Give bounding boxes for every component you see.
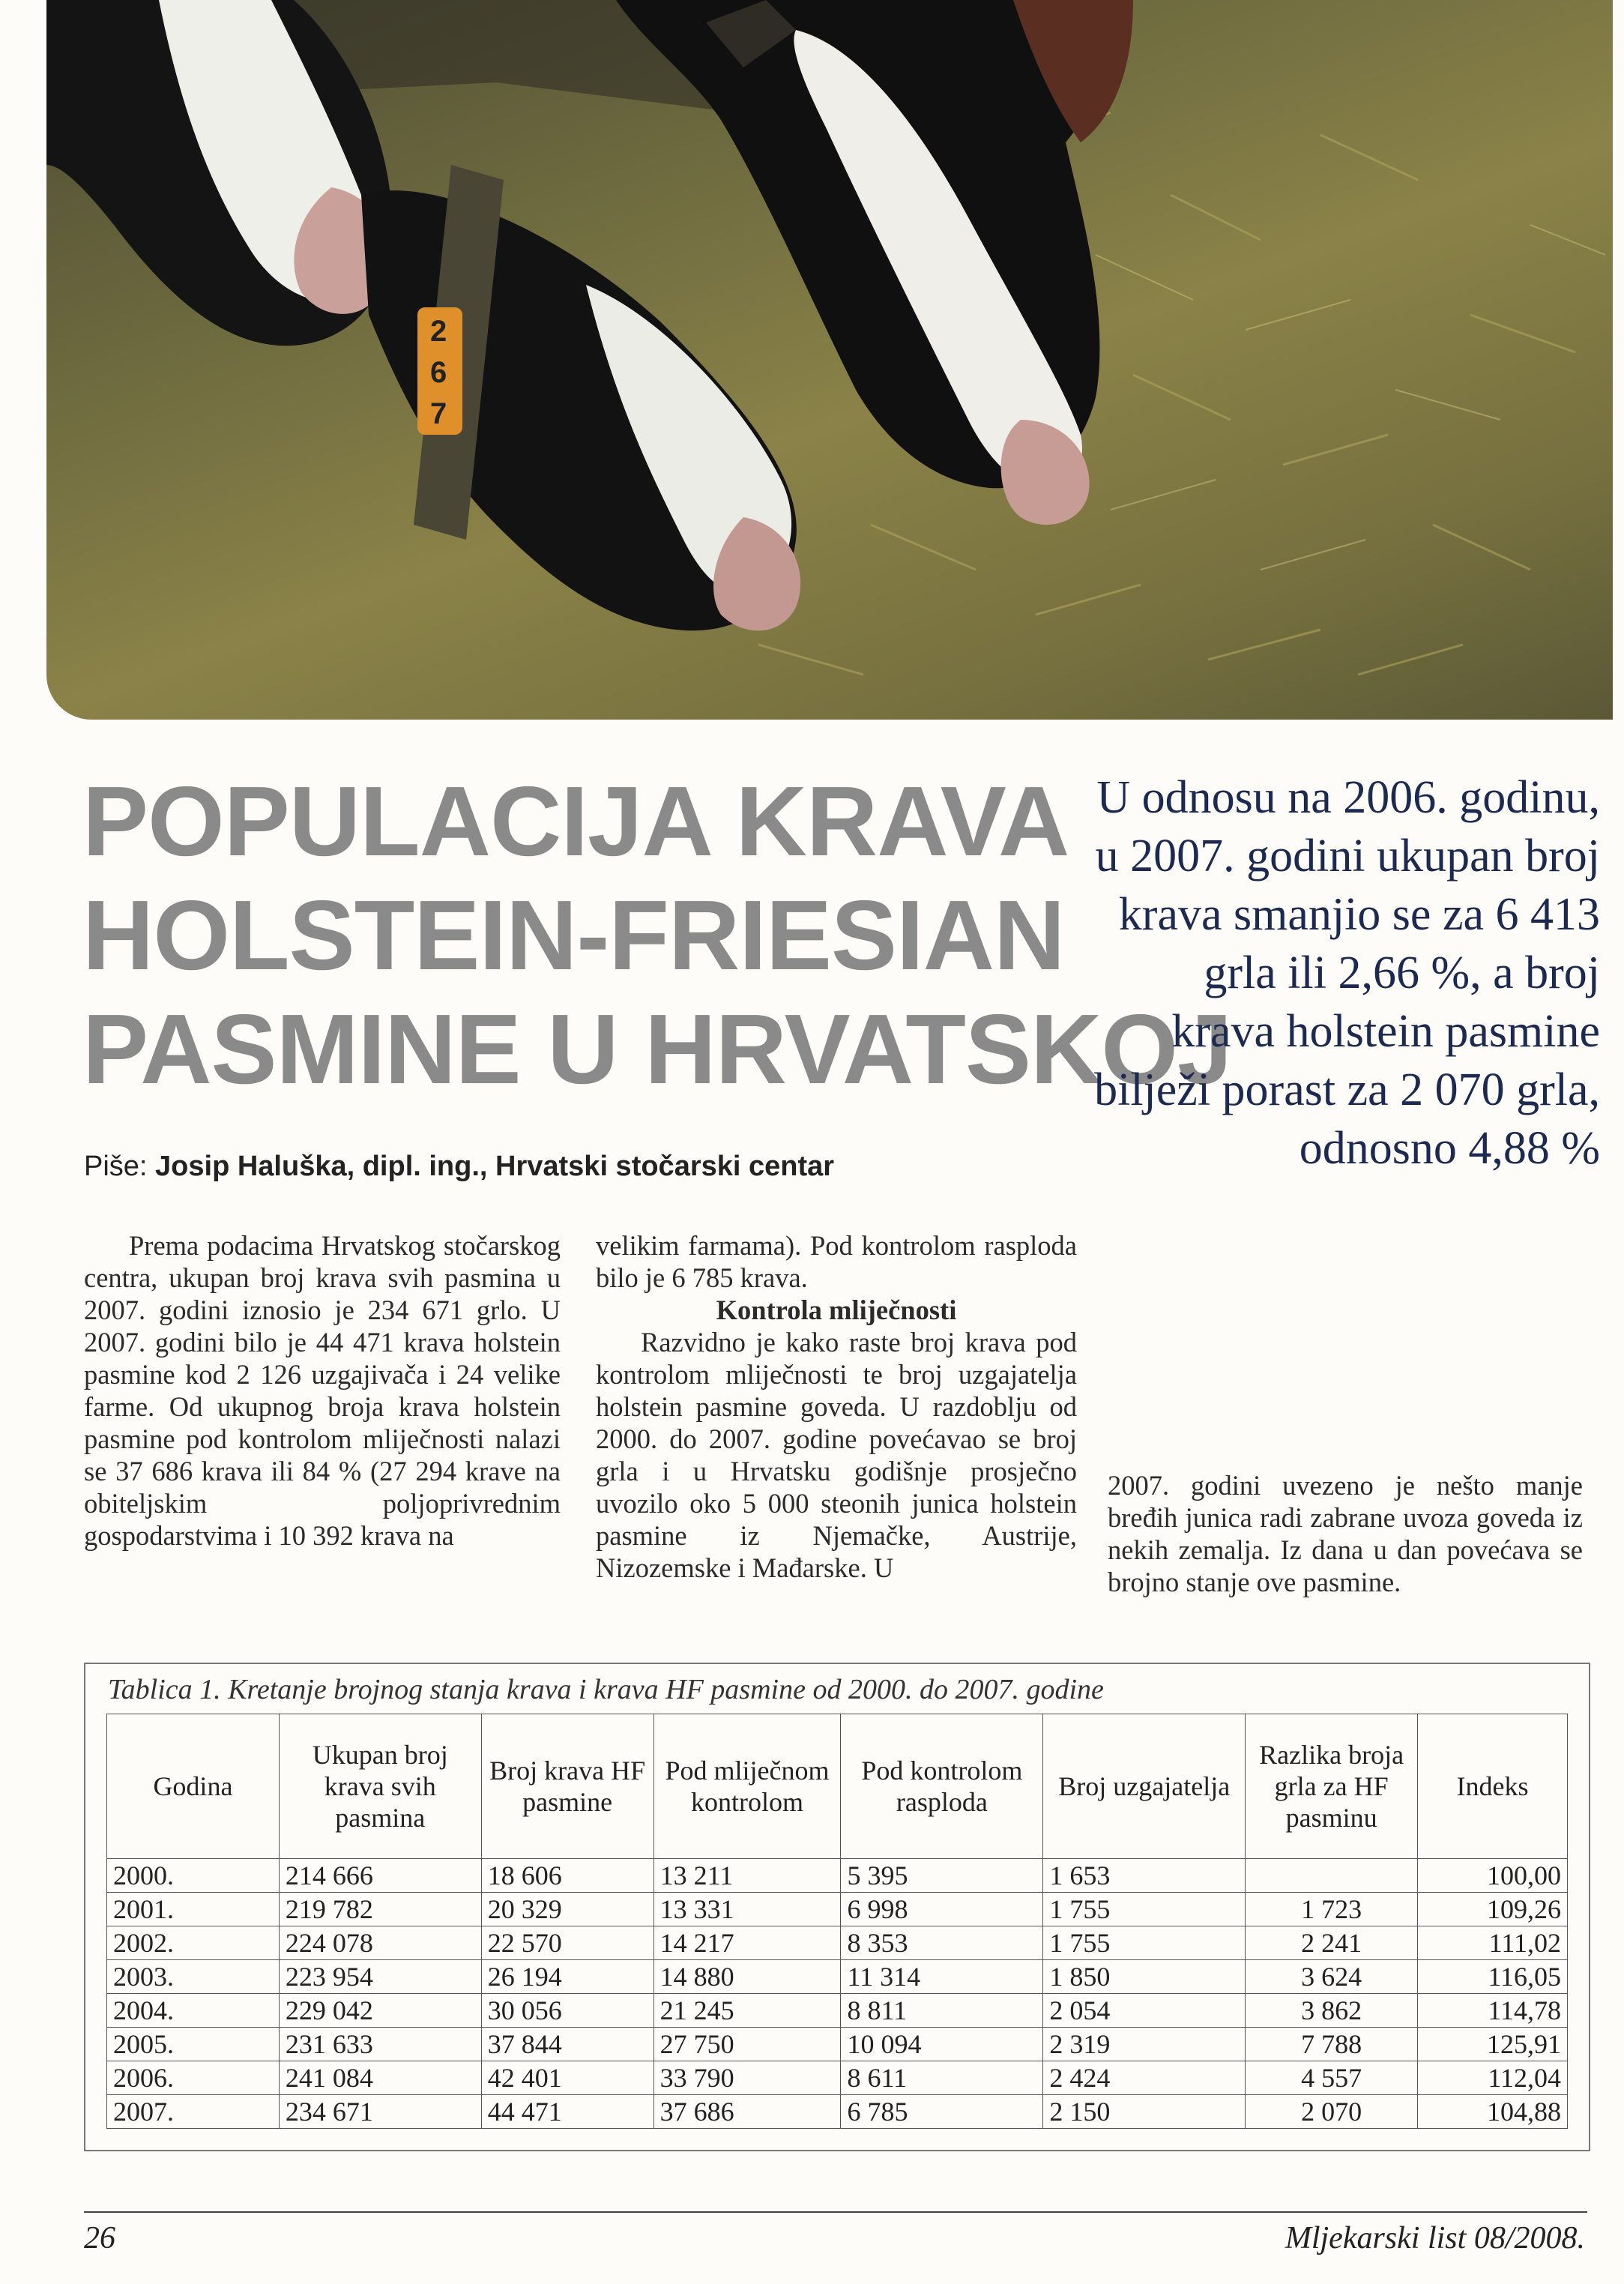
body-paragraph: Prema podacima Hrvatskog stočarskog centra, ukupan broj krava svih pasmina u 2007. godini iznosio je 234 671 grlo. U 2007. godini bilo je 44 471 krava holstein pasmine kod 2 126 uzgajivača i 24 velike farme. Od ukupnog broja krava holstein pasmine pod kontrolom mliječnosti nalazi se 37 686 krava ili 84 % (27 294 krave na obiteljskim poljoprivrednim gospodarstvima i 10 392 krava na	[84, 1230, 561, 1551]
table-cell: 112,04	[1418, 2061, 1568, 2095]
column-header: Pod mliječnom kontrolom	[653, 1714, 841, 1859]
table-cell: 26 194	[481, 1960, 653, 1994]
table-cell: 125,91	[1418, 2028, 1568, 2061]
table-cell: 111,02	[1418, 1926, 1568, 1960]
footer-divider	[84, 2211, 1587, 2213]
table-cell: 44 471	[481, 2095, 653, 2129]
table-cell: 229 042	[279, 1994, 481, 2028]
body-column-2	[596, 1229, 1077, 1584]
column-header: Ukupan broj krava svih pasmina	[279, 1714, 481, 1859]
pull-quote: U odnosu na 2006. godinu, u 2007. godini ukupan broj krava smanjio se za 6 413 grla ili 2,66 %, a broj krava holstein pasmine bilježi porast za 2 070 grla, odnosno 4,88 %	[1094, 772, 1600, 1174]
article-title	[82, 765, 1232, 1106]
table-cell: 18 606	[481, 1859, 653, 1893]
table-cell: 20 329	[481, 1893, 653, 1926]
table-cell: 14 217	[653, 1926, 841, 1960]
ear-tag-digit-1: 2	[430, 315, 447, 348]
byline-prefix: Piše:	[84, 1151, 156, 1182]
table-cell: 214 666	[279, 1859, 481, 1893]
table-cell: 2007.	[107, 2095, 280, 2129]
ear-tag-digit-3: 7	[430, 397, 447, 430]
body-paragraph: velikim farmama). Pod kontrolom rasploda bilo je 6 785 krava.	[596, 1230, 1077, 1293]
table-row	[107, 1994, 1568, 2028]
table-cell: 2001.	[107, 1893, 280, 1926]
table-cell: 1 723	[1246, 1893, 1418, 1926]
table-cell: 2 241	[1246, 1926, 1418, 1960]
journal-name: Mljekarski list 08/2008.	[1285, 2221, 1585, 2256]
table-cell: 241 084	[279, 2061, 481, 2095]
column-header: Razlika broja grla za HF pasminu	[1246, 1714, 1418, 1859]
table-row	[107, 1893, 1568, 1926]
body-paragraph: Razvidno je kako raste broj krava pod kontrolom mliječnosti te broj uzgajatelja holstein pasmine goveda. U razdoblju od 2000. do 2007. godine povećavao se broj grla i u Hrvatsku godišnje prosječno uvozilo oko 5 000 steonih junica holstein pasmine iz Njemačke, Austrije, Nizozemske i Mađarske. U	[596, 1327, 1077, 1583]
table-cell: 219 782	[279, 1893, 481, 1926]
body-paragraph: 2007. godini uvezeno je nešto manje bređih junica radi zabrane uvoza goveda iz nekih zemalja. Iz dana u dan povećava se brojno stanje ove pasmine.	[1108, 1470, 1583, 1597]
table-cell: 2 150	[1043, 2095, 1246, 2129]
table-cell: 104,88	[1418, 2095, 1568, 2129]
ear-tag-digit-2: 6	[430, 356, 447, 389]
body-column-3	[1108, 1469, 1583, 1598]
table-cell: 114,78	[1418, 1994, 1568, 2028]
table-row	[107, 2061, 1568, 2095]
table-cell: 6 785	[841, 2095, 1043, 2129]
table-cell: 8 811	[841, 1994, 1043, 2028]
table-header-row	[107, 1714, 1568, 1859]
table-cell: 2 319	[1043, 2028, 1246, 2061]
table-cell: 2 054	[1043, 1994, 1246, 2028]
table-cell: 231 633	[279, 2028, 481, 2061]
table-cell: 13 211	[653, 1859, 841, 1893]
table-row	[107, 2028, 1568, 2061]
table-cell: 1 653	[1043, 1859, 1246, 1893]
table-cell: 5 395	[841, 1859, 1043, 1893]
table-cell: 22 570	[481, 1926, 653, 1960]
table-cell	[1246, 1859, 1418, 1893]
title-line-1: POPULACIJA KRAVA	[82, 766, 1069, 876]
column-header: Broj uzgajatelja	[1043, 1714, 1246, 1859]
page-number: 26	[84, 2221, 115, 2256]
byline-author: Josip Haluška, dipl. ing., Hrvatski stočarski centar	[155, 1151, 835, 1182]
table-row	[107, 2095, 1568, 2129]
table-cell: 13 331	[653, 1893, 841, 1926]
byline	[84, 1151, 1081, 1183]
table-cell: 37 844	[481, 2028, 653, 2061]
table-cell: 27 750	[653, 2028, 841, 2061]
table-cell: 116,05	[1418, 1960, 1568, 1994]
table-cell: 224 078	[279, 1926, 481, 1960]
table-cell: 109,26	[1418, 1893, 1568, 1926]
table-cell: 8 611	[841, 2061, 1043, 2095]
table-cell: 2 424	[1043, 2061, 1246, 2095]
table-cell: 100,00	[1418, 1859, 1568, 1893]
table-row	[107, 1926, 1568, 1960]
table-cell: 1 755	[1043, 1926, 1246, 1960]
column-header: Godina	[107, 1714, 280, 1859]
title-line-3: PASMINE U HRVATSKOJ	[82, 994, 1232, 1104]
column-header: Broj krava HF pasmine	[481, 1714, 653, 1859]
table-cell: 14 880	[653, 1960, 841, 1994]
table-cell: 8 353	[841, 1926, 1043, 1960]
table-cell: 1 755	[1043, 1893, 1246, 1926]
table-cell: 7 788	[1246, 2028, 1418, 2061]
table-caption: Tablica 1. Kretanje brojnog stanja krava i krava HF pasmine od 2000. do 2007. godine	[108, 1674, 1104, 1705]
table-cell: 10 094	[841, 2028, 1043, 2061]
table-cell: 11 314	[841, 1960, 1043, 1994]
table-cell: 2002.	[107, 1926, 280, 1960]
table-cell: 37 686	[653, 2095, 841, 2129]
header-photo	[46, 0, 1613, 720]
data-table	[106, 1714, 1568, 2129]
table-row	[107, 1960, 1568, 1994]
column-header: Pod kontrolom rasploda	[841, 1714, 1043, 1859]
table-cell: 3 862	[1246, 1994, 1418, 2028]
table-cell: 2 070	[1246, 2095, 1418, 2129]
body-column-1	[84, 1229, 561, 1552]
table-cell: 2006.	[107, 2061, 280, 2095]
table-cell: 223 954	[279, 1960, 481, 1994]
table-cell: 234 671	[279, 2095, 481, 2129]
table-cell: 42 401	[481, 2061, 653, 2095]
table-cell: 21 245	[653, 1994, 841, 2028]
table-cell: 33 790	[653, 2061, 841, 2095]
table-cell: 1 850	[1043, 1960, 1246, 1994]
section-subhead: Kontrola mliječnosti	[716, 1295, 957, 1325]
table-row	[107, 1859, 1568, 1893]
table-cell: 2000.	[107, 1859, 280, 1893]
cows-illustration	[46, 0, 1613, 720]
data-table-box	[84, 1663, 1590, 2151]
table-cell: 6 998	[841, 1893, 1043, 1926]
table-cell: 2004.	[107, 1994, 280, 2028]
table-cell: 4 557	[1246, 2061, 1418, 2095]
title-line-2: HOLSTEIN-FRIESIAN	[82, 880, 1065, 990]
table-cell: 2003.	[107, 1960, 280, 1994]
table-cell: 2005.	[107, 2028, 280, 2061]
table-cell: 30 056	[481, 1994, 653, 2028]
table-cell: 3 624	[1246, 1960, 1418, 1994]
column-header: Indeks	[1418, 1714, 1568, 1859]
